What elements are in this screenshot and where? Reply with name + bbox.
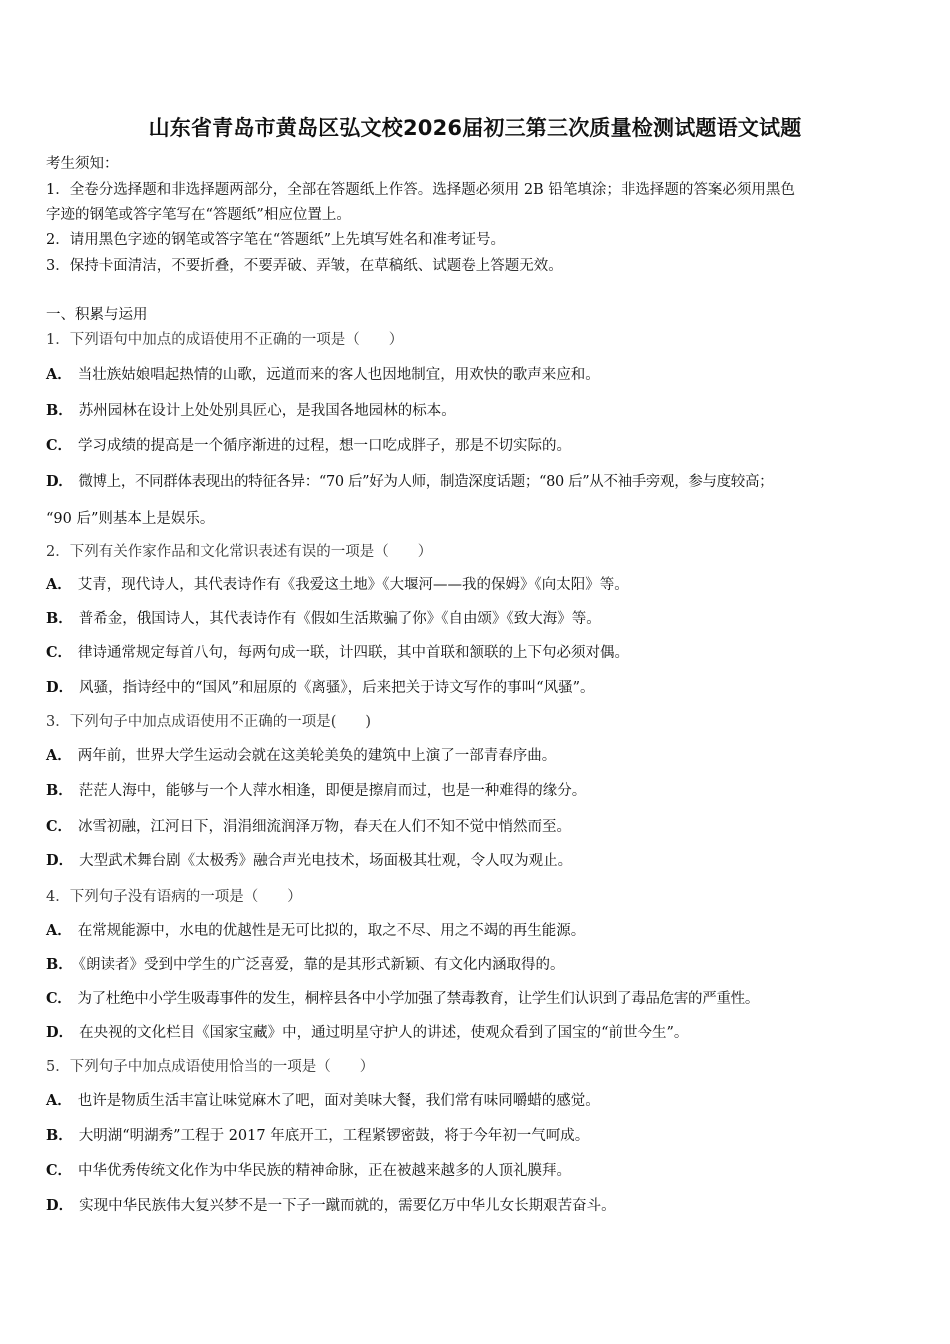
option-letter: C． (46, 437, 73, 454)
option-text: 在央视的文化栏目《国家宝藏》中，通过明星守护人的讲述，使观众看到了国宝的“前世今生”。 (79, 1025, 689, 1041)
option (46, 470, 916, 491)
option-letter: A． (46, 747, 72, 764)
option-letter: D． (46, 1197, 74, 1214)
option-text: 苏州园林在设计上处处别具匠心，是我国各地园林的标本。 (78, 403, 456, 419)
option-text: 普希金，俄国诗人，其代表诗作有《假如生活欺骗了你》《自由颂》《致大海》等。 (78, 611, 601, 627)
option-letter: C． (46, 818, 73, 835)
question-stem: 4．下列句子没有语病的一项是（ ） (46, 889, 302, 905)
option-letter: B． (46, 610, 73, 627)
question-stem: 3．下列句子中加点成语使用不正确的一项是( ) (46, 714, 372, 730)
question-stem: 2．下列有关作家作品和文化常识表述有误的一项是（ ） (46, 544, 433, 560)
question-stem: 5．下列句子中加点成语使用恰当的一项是（ ） (46, 1059, 375, 1075)
option-text: 大型武术舞台剧《太极秀》融合声光电技术，场面极其壮观，令人叹为观止。 (79, 853, 573, 869)
option (46, 1021, 916, 1042)
option (46, 676, 916, 697)
option (46, 434, 916, 455)
notice-heading: 考生须知： (46, 156, 119, 172)
option (46, 849, 916, 870)
option-letter: D． (46, 852, 74, 869)
option (46, 1194, 916, 1215)
option (46, 607, 916, 628)
option-text: 《朗读者》受到中学生的广泛喜爱，靠的是其形式新颖、有文化内涵取得的。 (78, 957, 565, 973)
option (46, 1159, 916, 1180)
option-letter: B． (46, 956, 73, 973)
option-text: 为了杜绝中小学生吸毒事件的发生，桐梓县各中小学加强了禁毒教育，让学生们认识到了毒品危害的严重性。 (77, 991, 760, 1007)
option-letter: D． (46, 679, 74, 696)
option (46, 919, 916, 940)
option-letter: C． (46, 644, 73, 661)
option-letter: A． (46, 922, 72, 939)
option-letter: D． (46, 473, 73, 490)
notice-item: 字迹的钢笔或答字笔写在“答题纸”相应位置上。 (46, 207, 351, 223)
option-text: 中华优秀传统文化作为中华民族的精神命脉，正在被越来越多的人顶礼膜拜。 (78, 1163, 572, 1179)
option-letter: B． (46, 782, 73, 799)
option-letter: B． (46, 1127, 73, 1144)
option (46, 953, 916, 974)
option-letter: C． (46, 990, 72, 1007)
section-heading: 一、积累与运用 (46, 307, 148, 323)
option-text: 两年前，世界大学生运动会就在这美轮美奂的建筑中上演了一部青春序曲。 (77, 748, 557, 764)
exam-title: 山东省青岛市黄岛区弘文校2026届初三第三次质量检测试题语文试题 (148, 116, 802, 140)
option (46, 573, 916, 594)
option-text: 风骚，指诗经中的“国风”和屈原的《离骚》，后来把关于诗文写作的事叫“风骚”。 (79, 680, 595, 696)
option (46, 641, 916, 662)
option (46, 1124, 916, 1145)
option-letter: A． (46, 366, 72, 383)
notice-item: 1．全卷分选择题和非选择题两部分，全部在答题纸上作答。选择题必须用 2B 铅笔填涂；非选择题的答案必须用黑色 (46, 182, 795, 198)
option-continuation: “90 后”则基本上是娱乐。 (46, 511, 215, 527)
option (46, 1089, 916, 1110)
option-letter: A． (46, 1092, 72, 1109)
option-text: 学习成绩的提高是一个循序渐进的过程，想一口吃成胖子，那是不切实际的。 (78, 438, 572, 454)
option-letter: A． (46, 576, 72, 593)
option (46, 744, 916, 765)
option-letter: B． (46, 402, 73, 419)
notice-item: 2．请用黑色字迹的钢笔或答字笔在“答题纸”上先填写姓名和准考证号。 (46, 232, 506, 248)
option-text: 艾青，现代诗人，其代表诗作有《我爱这土地》《大堰河——我的保姆》《向太阳》等。 (77, 577, 629, 593)
option-text: 在常规能源中，水电的优越性是无可比拟的，取之不尽、用之不竭的再生能源。 (77, 923, 586, 939)
option-letter: D． (46, 1024, 74, 1041)
option-text: 实现中华民族伟大复兴梦不是一下子一蹴而就的，需要亿万中华儿女长期艰苦奋斗。 (79, 1198, 616, 1214)
option-text: 也许是物质生活丰富让味觉麻木了吧，面对美味大餐，我们常有味同嚼蜡的感觉。 (77, 1093, 600, 1109)
option-text: 当壮族姑娘唱起热情的山歌，远道而来的客人也因地制宜，用欢快的歌声来应和。 (77, 367, 600, 383)
option-text: 冰雪初融，江河日下，涓涓细流润泽万物，春天在人们不知不觉中悄然而至。 (78, 819, 572, 835)
option-text: 律诗通常规定每首八句，每两句成一联，计四联，其中首联和颔联的上下句必须对偶。 (78, 645, 630, 661)
notice-item: 3．保持卡面清洁，不要折叠，不要弄破、弄皱，在草稿纸、试题卷上答题无效。 (46, 258, 563, 274)
option (46, 815, 916, 836)
option (46, 399, 916, 420)
question-stem: 1．下列语句中加点的成语使用不正确的一项是（ ） (46, 332, 404, 348)
option-text: 大明湖“明湖秀”工程于 2017 年底开工，工程紧锣密鼓，将于今年初一气呵成。 (78, 1128, 590, 1144)
option (46, 363, 916, 384)
option-text: 茫茫人海中，能够与一个人萍水相逢，即便是擦肩而过，也是一种难得的缘分。 (78, 783, 587, 799)
option (46, 987, 916, 1008)
option-text: 微博上，不同群体表现出的特征各异：“70 后”好为人师，制造深度话题；“80 后”从不袖手旁观，参与度较高； (78, 474, 774, 490)
option (46, 779, 916, 800)
option-letter: C． (46, 1162, 73, 1179)
